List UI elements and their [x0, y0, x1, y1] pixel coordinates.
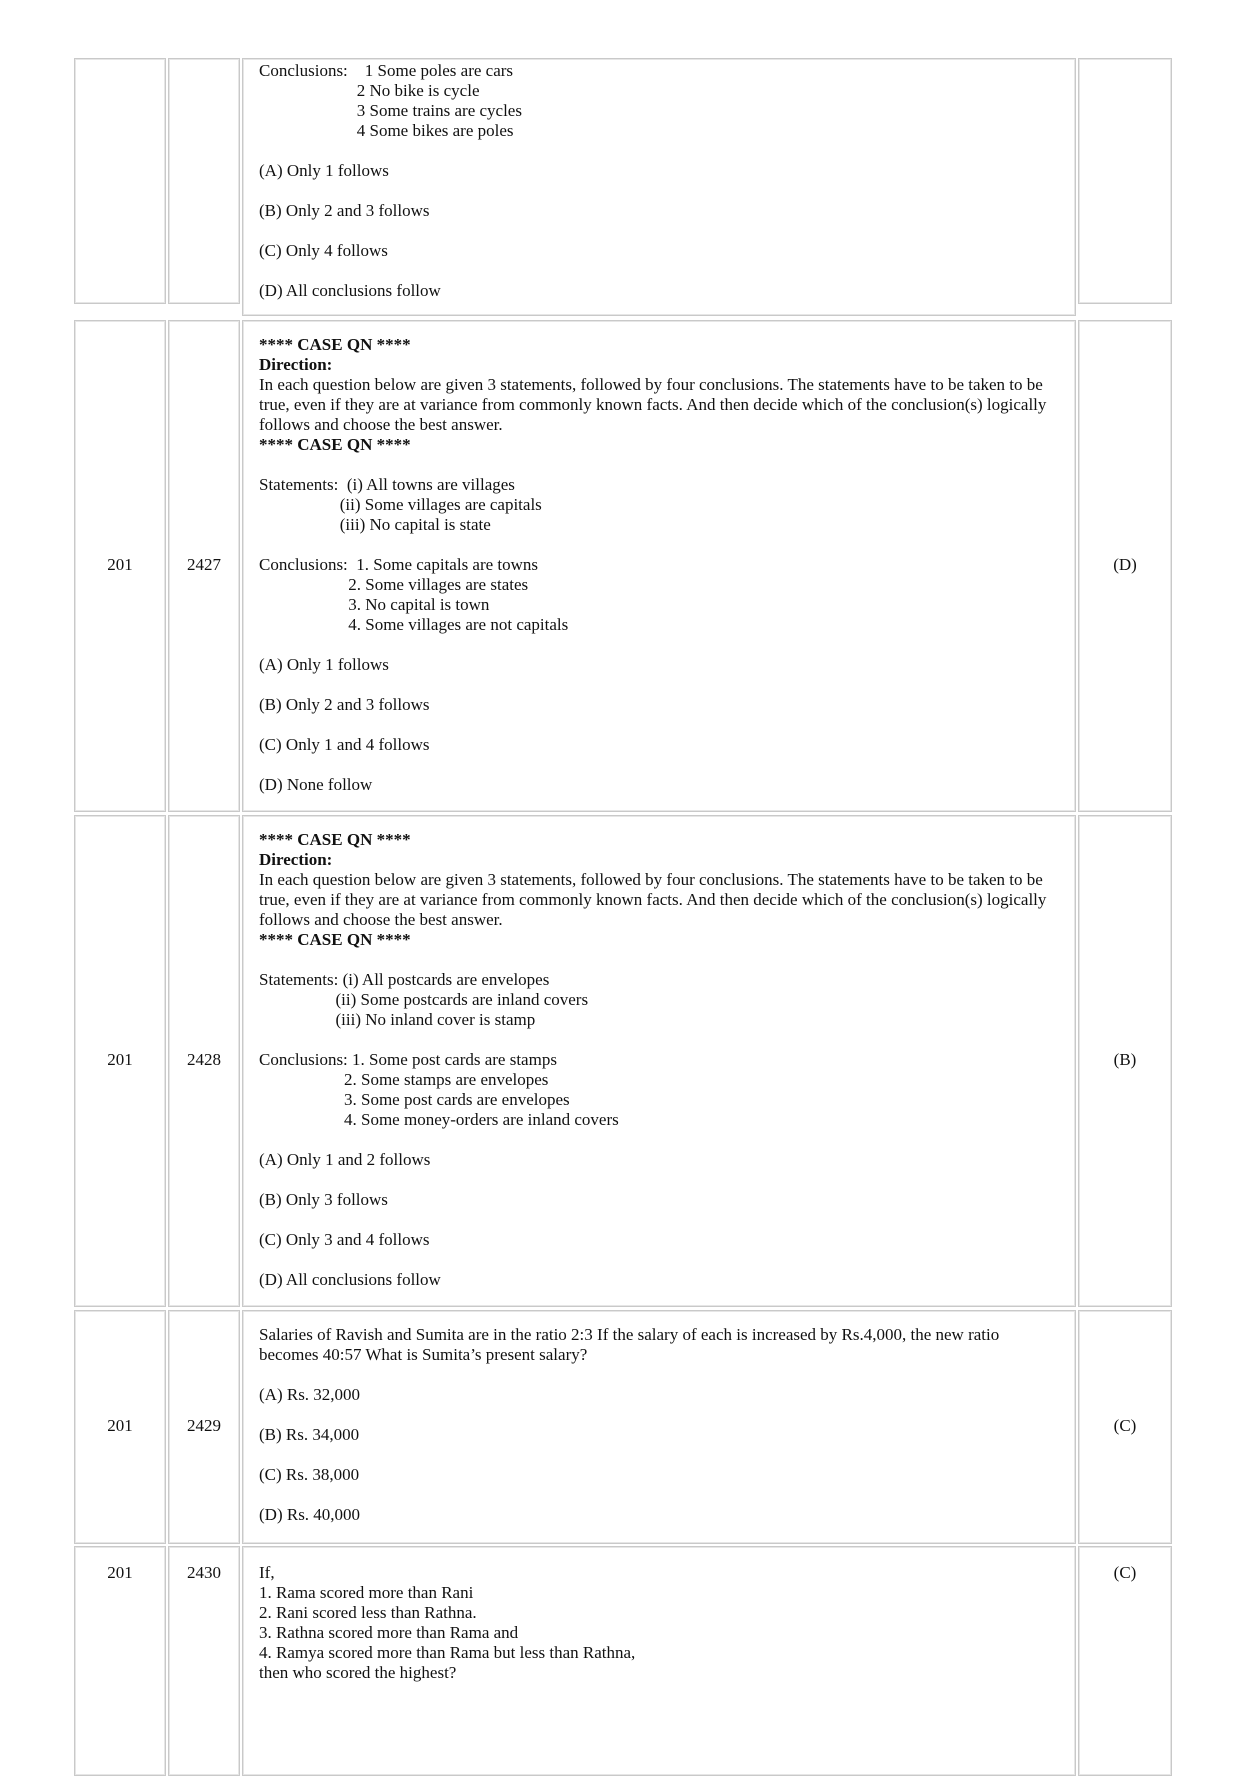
- question-text-cell: [242, 58, 1076, 316]
- conclusion-line: 2 No bike is cycle: [259, 81, 480, 100]
- question-id-cell: [168, 1310, 240, 1544]
- conclusion-line: 3. Some post cards are envelopes: [259, 1090, 570, 1109]
- option-d: (D) Rs. 40,000: [259, 1505, 361, 1524]
- conclusion-line: 2. Some villages are states: [259, 575, 529, 594]
- statement-line: (ii) Some villages are capitals: [259, 495, 542, 514]
- answer-cell: [1078, 1546, 1172, 1776]
- option-a: (A) Only 1 and 2 follows: [259, 1150, 431, 1169]
- answer-key: (C): [1113, 1563, 1137, 1582]
- subject-code: 201: [107, 1416, 133, 1435]
- case-footer: **** CASE QN ****: [259, 435, 411, 454]
- option-c: (C) Only 1 and 4 follows: [259, 735, 430, 754]
- answer-key: (B): [1113, 1050, 1137, 1069]
- conclusion-line: 4. Some villages are not capitals: [259, 615, 569, 634]
- option-b: (B) Only 2 and 3 follows: [259, 695, 430, 714]
- statement-line: (ii) Some postcards are inland covers: [259, 990, 589, 1009]
- conclusion-line: 2. Some stamps are envelopes: [259, 1070, 549, 1089]
- answer-cell: [1078, 815, 1172, 1307]
- question-row-2429: [0, 1310, 1240, 1544]
- question-id-cell: [168, 815, 240, 1307]
- option-d: (D) None follow: [259, 775, 373, 794]
- answer-key: (D): [1113, 555, 1137, 574]
- conclusion-line: 4 Some bikes are poles: [259, 121, 514, 140]
- subject-code-cell: [74, 815, 166, 1307]
- subject-code: 201: [107, 1563, 133, 1582]
- question-row-2430: [0, 1546, 1240, 1755]
- subject-code: 201: [107, 555, 133, 574]
- conclusion-line: 3. No capital is town: [259, 595, 490, 614]
- question-line: then who scored the highest?: [259, 1663, 457, 1682]
- answer-key: (C): [1113, 1416, 1137, 1435]
- direction-text: In each question below are given 3 statements, followed by four conclusions. The statements have to be taken to be true, even if they are at variance from commonly known facts. And then decide which of the conclusion(s) logically follows and choose the best answer.: [259, 870, 1047, 929]
- conclusion-line: 3 Some trains are cycles: [259, 101, 522, 120]
- case-header: **** CASE QN ****: [259, 830, 411, 849]
- question-id: 2427: [187, 555, 221, 574]
- conclusion-line: Conclusions: 1. Some post cards are stamps: [259, 1050, 557, 1069]
- conclusion-line: Conclusions: 1 Some poles are cars: [259, 61, 514, 80]
- answer-cell: [1078, 320, 1172, 812]
- question-text-cell: [242, 1546, 1076, 1776]
- question-id-cell: [168, 320, 240, 812]
- question-row-2427: [0, 320, 1240, 812]
- question-row-2428: [0, 815, 1240, 1307]
- option-c: (C) Only 4 follows: [259, 241, 388, 260]
- option-a: (A) Only 1 follows: [259, 655, 389, 674]
- question-text-cell: [242, 320, 1076, 812]
- subject-code-cell: [74, 1310, 166, 1544]
- option-a: (A) Only 1 follows: [259, 161, 389, 180]
- question-text: Salaries of Ravish and Sumita are in the ratio 2:3 If the salary of each is increased by Rs.4,000, the new ratio becomes 40:57 What is Sumita’s present salary?: [259, 1325, 1000, 1364]
- question-id: 2430: [187, 1563, 221, 1582]
- question-line: If,: [259, 1563, 275, 1582]
- question-line: 3. Rathna scored more than Rama and: [259, 1623, 519, 1642]
- direction-text: In each question below are given 3 statements, followed by four conclusions. The statements have to be taken to be true, even if they are at variance from commonly known facts. And then decide which of the conclusion(s) logically follows and choose the best answer.: [259, 375, 1047, 434]
- option-c: (C) Rs. 38,000: [259, 1465, 360, 1484]
- conclusion-line: Conclusions: 1. Some capitals are towns: [259, 555, 539, 574]
- statement-line: Statements: (i) All postcards are envelopes: [259, 970, 550, 989]
- option-c: (C) Only 3 and 4 follows: [259, 1230, 430, 1249]
- option-b: (B) Only 2 and 3 follows: [259, 201, 430, 220]
- option-b: (B) Only 3 follows: [259, 1190, 388, 1209]
- statement-line: Statements: (i) All towns are villages: [259, 475, 515, 494]
- direction-label: Direction:: [259, 850, 333, 869]
- subject-code-cell: [74, 1546, 166, 1776]
- subject-code-cell: [74, 58, 166, 304]
- question-id-cell: [168, 1546, 240, 1776]
- statement-line: (iii) No capital is state: [259, 515, 491, 534]
- option-b: (B) Rs. 34,000: [259, 1425, 360, 1444]
- answer-cell: [1078, 58, 1172, 304]
- option-a: (A) Rs. 32,000: [259, 1385, 361, 1404]
- option-d: (D) All conclusions follow: [259, 281, 441, 300]
- question-row-continued: [0, 58, 1240, 316]
- subject-code-cell: [74, 320, 166, 812]
- question-text-cell: [242, 1310, 1076, 1544]
- question-text-cell: [242, 815, 1076, 1307]
- answer-cell: [1078, 1310, 1172, 1544]
- case-header: **** CASE QN ****: [259, 335, 411, 354]
- option-d: (D) All conclusions follow: [259, 1270, 441, 1289]
- subject-code: 201: [107, 1050, 133, 1069]
- direction-label: Direction:: [259, 355, 333, 374]
- statement-line: (iii) No inland cover is stamp: [259, 1010, 536, 1029]
- case-footer: **** CASE QN ****: [259, 930, 411, 949]
- question-line: 1. Rama scored more than Rani: [259, 1583, 474, 1602]
- conclusion-line: 4. Some money-orders are inland covers: [259, 1110, 619, 1129]
- question-id: 2429: [187, 1416, 221, 1435]
- question-line: 2. Rani scored less than Rathna.: [259, 1603, 477, 1622]
- question-line: 4. Ramya scored more than Rama but less than Rathna,: [259, 1643, 636, 1662]
- question-id-cell: [168, 58, 240, 304]
- question-id: 2428: [187, 1050, 221, 1069]
